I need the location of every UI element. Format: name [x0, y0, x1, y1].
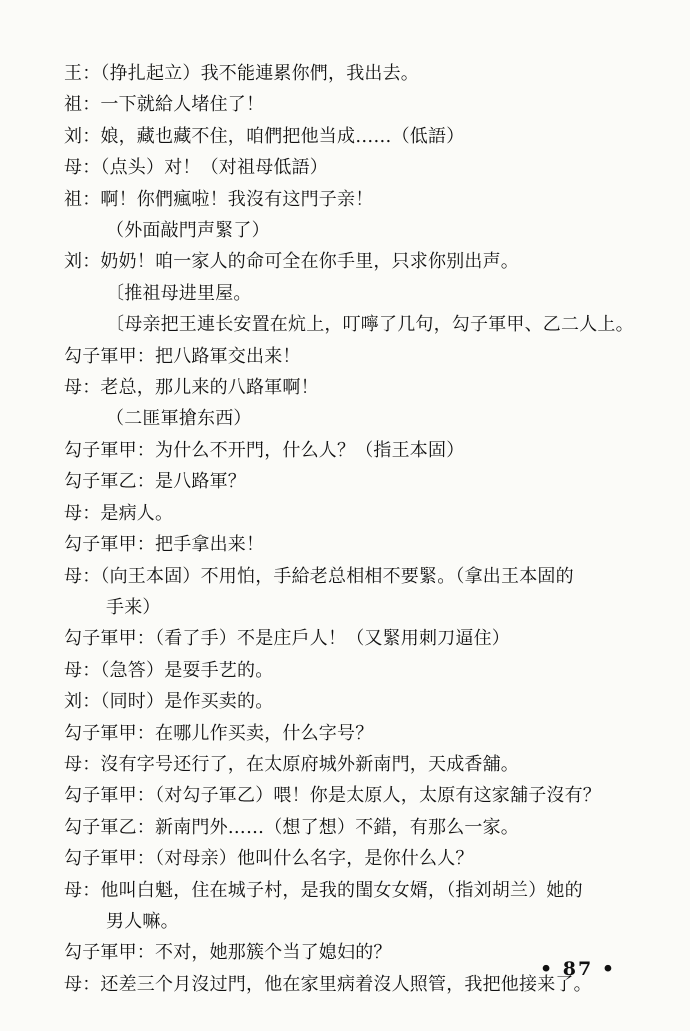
dialogue-line-continuation: 手来） — [106, 596, 161, 618]
dialogue-line: 勾子軍甲：（对母亲）他叫什么名字，是你什么人？ — [64, 848, 474, 870]
dialogue-line: 勾子軍甲：在哪儿作买卖，什么字号？ — [64, 722, 374, 744]
dialogue-line: 刘：奶奶！咱一家人的命可全在你手里，只求你别出声。 — [64, 251, 519, 273]
dialogue-line: 勾子軍甲：（对勾子軍乙）喂！你是太原人，太原有这家舖子沒有？ — [64, 785, 601, 807]
stage-direction: 〔母亲把王連长安置在炕上，叮嚀了几句，勾子軍甲、乙二人上。 — [106, 314, 634, 336]
dialogue-line: 勾子軍甲：为什么不开門，什么人？（指王本固） — [64, 439, 465, 461]
dialogue-line: 勾子軍甲：把手拿出来！ — [64, 534, 265, 556]
dialogue-line — [64, 875, 654, 938]
dialogue-line: 勾子軍甲：不对，她那簇个当了媳妇的？ — [64, 942, 392, 964]
stage-direction: （外面敲門声緊了） — [106, 220, 270, 242]
stage-direction: （二匪軍搶东西） — [106, 408, 252, 430]
dialogue-line: 刘：娘，藏也藏不住，咱們把他当成……（低語） — [64, 125, 465, 147]
dialogue-line: 母：是病人。 — [64, 502, 174, 524]
dialogue-line — [64, 561, 654, 624]
dialogue-line: 母：（急答）是耍手艺的。 — [64, 659, 274, 681]
dialogue-line: 勾子軍乙：是八路軍？ — [64, 471, 246, 493]
dialogue-line: 勾子軍乙：新南門外……（想了想）不錯，有那么一家。 — [64, 816, 519, 838]
dialogue-line-text: 母：（向王本固）不用怕，手給老总相相不要緊。（拿出王本固的 — [64, 565, 574, 587]
dialogue-line: 母：（点头）对！（对祖母低語） — [64, 157, 328, 179]
dialogue-line: 祖：啊！你們瘋啦！我沒有这門子亲！ — [64, 188, 374, 210]
script-text — [64, 58, 654, 1000]
dialogue-line: 母：老总，那儿来的八路軍啊！ — [64, 377, 319, 399]
page-number: • 87 • — [540, 958, 616, 980]
dialogue-line: 勾子軍甲：（看了手）不是庄戶人！（又緊用刺刀逼住） — [64, 628, 510, 650]
dialogue-line: 勾子軍甲：把八路軍交出来！ — [64, 345, 301, 367]
dialogue-line-text: 母：他叫白魁，住在城子村，是我的閨女女婿，（指刘胡兰）她的 — [64, 879, 583, 901]
stage-direction: 〔推祖母进里屋。 — [106, 282, 252, 304]
dialogue-line: 母：还差三个月沒过門，他在家里病着沒人照管，我把他接来了。 — [64, 973, 592, 995]
dialogue-line: 祖：一下就給人堵住了！ — [64, 94, 265, 116]
dialogue-line: 王：（挣扎起立）我不能連累你們，我出去。 — [64, 63, 419, 84]
dialogue-line-continuation: 男人嘛。 — [106, 910, 179, 932]
dialogue-line: 刘：（同时）是作买卖的。 — [64, 691, 274, 713]
dialogue-line: 母：沒有字号还行了，在太原府城外新南門，天成香舖。 — [64, 753, 519, 775]
